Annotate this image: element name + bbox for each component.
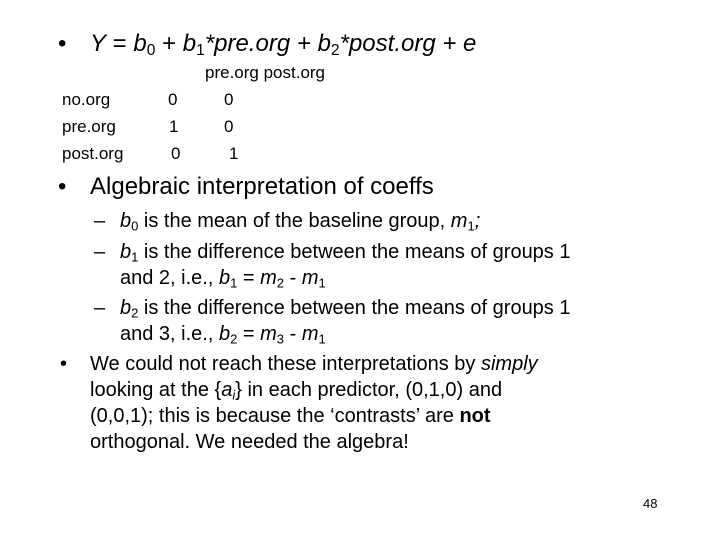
subscript: 2 [276, 275, 285, 291]
plus: + [155, 30, 183, 57]
table-cell: 1 [229, 144, 239, 163]
b-coef: b [120, 210, 132, 232]
subscript: 1 [318, 275, 326, 291]
y-var: Y [90, 30, 107, 57]
para-line-3 [90, 404, 491, 428]
table-cell: 0 [224, 90, 234, 109]
equals: = [237, 267, 261, 289]
m-var: m [260, 323, 277, 345]
m-var: m [260, 267, 277, 289]
b-coef: b [120, 241, 132, 263]
dash: – [94, 210, 106, 232]
table-cell: 0 [171, 144, 181, 163]
para-line-4: orthogonal. We needed the algebra! [90, 431, 409, 453]
text: looking at the { [90, 379, 222, 401]
table-row-label: no.org [62, 90, 111, 109]
subscript: 1 [196, 41, 205, 59]
text: (0,0,1); this is because the ‘contrasts’ are [90, 405, 460, 427]
equation-bullet: • [58, 30, 67, 57]
subscript: 1 [230, 275, 238, 291]
dash: – [94, 241, 106, 263]
b-coef: b [218, 267, 231, 289]
subscript: 0 [131, 218, 139, 234]
table-cell: 0 [168, 90, 178, 109]
text: is the difference between the means of groups 1 [138, 297, 571, 319]
a-var: a [221, 379, 233, 401]
heading-bullet: • [58, 173, 67, 200]
text: ; [474, 210, 481, 232]
minus: - [284, 323, 302, 345]
regression-equation [90, 30, 476, 58]
b-coef: b [218, 323, 231, 345]
subscript: 0 [146, 41, 156, 59]
minus: - [284, 267, 302, 289]
m-var: m [301, 323, 319, 345]
para-line-1 [90, 352, 538, 376]
subscript: 1 [467, 218, 475, 234]
section-heading: Algebraic interpretation of coeffs [90, 173, 434, 200]
m-var: m [450, 210, 468, 232]
equals: = [106, 30, 134, 57]
subscript: 1 [318, 331, 326, 347]
text: We could not reach these interpretations by [90, 353, 481, 375]
b-coef: b [182, 30, 197, 57]
para-bullet: • [60, 353, 68, 375]
subscript: 2 [131, 305, 139, 321]
text: } in each predictor, (0,1,0) and [235, 379, 503, 401]
subscript: 1 [131, 249, 139, 265]
subscript: 3 [276, 331, 285, 347]
table-cell: 1 [169, 117, 179, 136]
equals: = [237, 323, 261, 345]
b-coef: b [133, 30, 147, 57]
subscript: 2 [230, 331, 238, 347]
text: is the difference between the means of groups 1 [138, 241, 571, 263]
page-number: 48 [643, 496, 658, 511]
sub-item-2-line2 [120, 266, 326, 290]
m-var: m [301, 267, 319, 289]
table-header: pre.org post.org [205, 63, 326, 82]
bold-text: not [459, 405, 491, 427]
pre-term: *pre.org + [204, 30, 318, 57]
b-coef: b [120, 297, 132, 319]
sub-item-3 [120, 296, 571, 320]
table-row-label: post.org [62, 144, 124, 163]
emphasis: simply [480, 353, 538, 375]
sub-item-3-line2 [120, 322, 326, 346]
subscript: i [232, 387, 236, 403]
table-cell: 0 [224, 117, 234, 136]
text: and 3, i.e., [120, 323, 219, 345]
dash: – [94, 297, 106, 319]
text: and 2, i.e., [120, 267, 219, 289]
para-line-2 [90, 378, 502, 402]
text: is the mean of the baseline group, [138, 210, 451, 232]
b-coef: b [317, 30, 331, 57]
subscript: 2 [330, 41, 340, 59]
post-term: *post.org + e [339, 30, 477, 57]
sub-item-2 [120, 240, 571, 264]
table-row-label: pre.org [62, 117, 116, 136]
sub-item-1 [120, 209, 480, 233]
